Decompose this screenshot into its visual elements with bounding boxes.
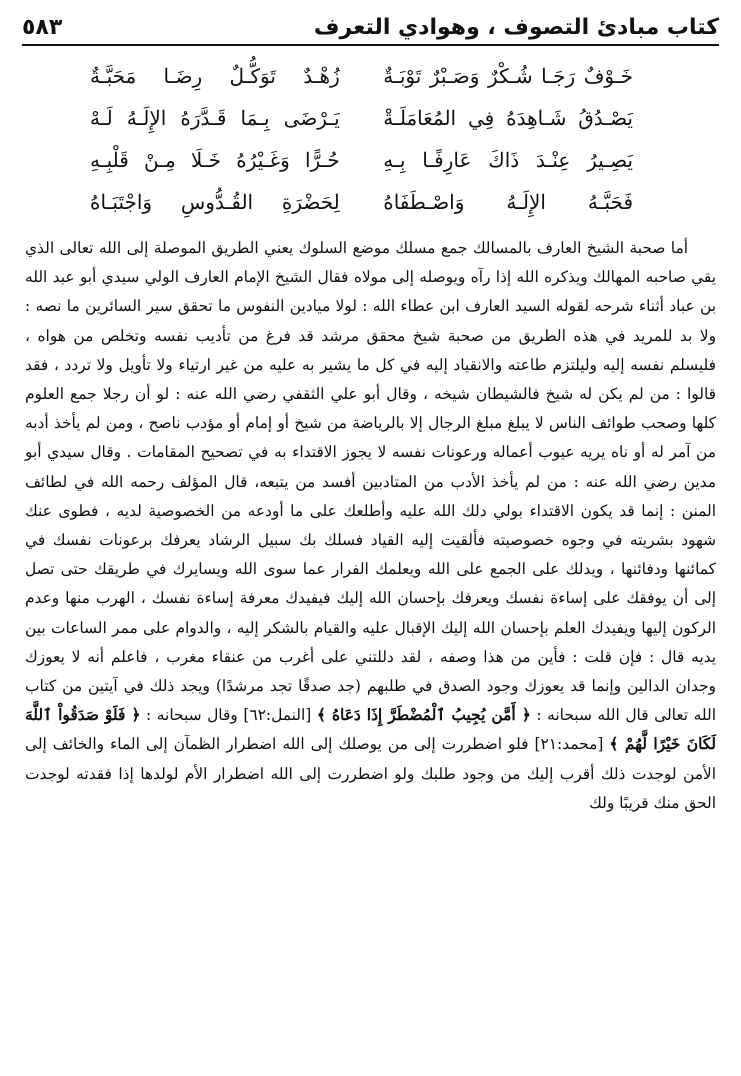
poem-hemistich-left: لِحَضْرَةِ القُـدُّوسِ وَاجْتَبَـاهُ bbox=[90, 190, 340, 214]
poem-block bbox=[90, 56, 633, 224]
page-number: ٥٨٣ bbox=[22, 15, 63, 40]
body-text bbox=[25, 234, 716, 818]
poem-hemistich-right: خَـوْفٌ رَجَـا شُـكْرٌ وَصَـبْرٌ تَوْبَـةٌ bbox=[383, 64, 633, 88]
poem-line bbox=[90, 140, 633, 182]
poem-hemistich-right: فَحَبَّـهُ الإِلَـهُ وَاصْـطَفَاهُ bbox=[383, 190, 633, 214]
page-header bbox=[22, 14, 719, 46]
poem-hemistich-left: زُهْـدٌ تَوَكُّـلٌ رِضَـا مَحَبَّـةٌ bbox=[90, 64, 340, 88]
verse-reference: [محمد:٢١] bbox=[534, 735, 604, 754]
paragraph-text: فلو اضطررت إلى من يوصلك إلى الله اضطرار الظمآن إلى الماء والخائف إلى الأمن لوجدت ذلك أقرب إليك من وجود طلبك ولو اضطررت إلى الله اضطرار الأم لولدها إذا فقدته لوجدت الحق منك قريبًا ولك bbox=[25, 735, 716, 812]
prose-paragraph bbox=[25, 234, 716, 818]
poem-line bbox=[90, 56, 633, 98]
poem-line bbox=[90, 98, 633, 140]
poem-hemistich-right: يَصْـدُقُ شَـاهِدَهُ فِي المُعَامَلَـةْ bbox=[383, 106, 633, 130]
quran-verse: ﴿ أَمَّن يُجِيبُ ٱلْمُضْطَرَّ إِذَا دَعَاهُ ﴾ bbox=[316, 706, 531, 725]
verse-reference: [النمل:٦٢] bbox=[243, 706, 312, 725]
running-title: كتاب مبادئ التصوف ، وهوادي التعرف bbox=[313, 15, 719, 40]
poem-line bbox=[90, 182, 633, 224]
poem-hemistich-left: يَـرْضَى بِـمَا قَـدَّرَهُ الإِلَـهُ لَـهْ bbox=[90, 106, 340, 130]
poem-hemistich-left: حُـرًّا وَغَـيْرُهُ خَـلَا مِـنْ قَلْبِـهِ bbox=[90, 148, 340, 172]
paragraph-text: أما صحبة الشيخ العارف بالمسالك جمع مسلك موضع السلوك يعني الطريق الموصلة إلى الله تعالى الذي يقي صاحبه المهالك ويذكره الله إذا رآه ويوصله إلى مولاه فقال الشيخ الإمام العارف الولي سيدي أبو عبد الله بن عباد أثناء شرحه لقوله السيد العارف ابن عطاء الله : لولا ميادين النفوس ما تحقق سير السائرين ما نصه : ولا بد للمريد في هذه الطريق من صحبة شيخ محقق مرشد قد فرغ من تأديب نفسه وتخلص من هواه ، فليسلم نفسه إليه وليلتزم طاعته والانقياد إليه في كل ما يشير به عليه من غير ارتياء ولا تأويل ولا تردد ، فقد قالوا : من لم يكن له شيخ فالشيطان شيخه ، وقال أبو علي الثقفي رضي الله عنه : لو أن رجلا جمع العلوم كلها وصحب طوائف الناس لا يبلغ مبلغ الرجال إلا بالرياضة من شيخ أو إمام أو مؤدب ناصح ، ومن لم يأخذ أدبه من آمر له أو ناه يريه عيوب أعماله ورعونات نفسه لا يجوز الاقتداء به في تصحيح المقامات . وقال سيدي أبو مدين رضي الله عنه : من لم يأخذ الأدب من المتادبين أفسد من يتبعه، قال المؤلف رحمه الله في لطائف المنن : إنما قد يكون الاقتداء بولي دلك الله عليه وأطلعك على ما أودعه من الخصوصية لديه ، فطوى عنك شهود بشريته في وجوه خصوصيته فألقيت إليه القياد فسلك بك سبيل الرشاد يعرفك برعونات نفسك في كمائنها ودفائنها ، ويدلك على الجمع على الله ويعلمك الفرار عما سوى الله ويسايرك في طريقك حتى تصل إلى أن يوفقك على إساءة نفسك ويعرفك بإحسان الله إليك فيفيدك معرفة إساءة نفسك ، الهرب منها وعدم الركون إليها ويفيدك العلم بإحسان الله إليك الإقبال عليه والقيام بالشكر إليه ، والدوام على ممر الساعات بين يديه قال : فإن قلت : فأين من هذا وصفه ، لقد دللتني على أغرب من عنقاء مغرب ، فاعلم أنه لا يعوزك وجدان الدالين وإنما قد يعوزك وجود الصدق في طلبهم (جد صدقًا تجد مرشدًا) ويجد ذلك في آيتين من كتاب الله تعالى قال الله سبحانه : bbox=[25, 239, 716, 725]
paragraph-text: وقال سبحانه : bbox=[146, 706, 238, 725]
poem-hemistich-right: يَصِـيرُ عِنْـدَ ذَاكَ عَارِفًـا بِـهِ bbox=[383, 148, 633, 172]
quran-verse: ﴿ فَلَوْ صَدَقُواْ ٱللَّهَ لَكَانَ خَيْرًا لَّهُمْ ﴾ bbox=[25, 706, 716, 754]
